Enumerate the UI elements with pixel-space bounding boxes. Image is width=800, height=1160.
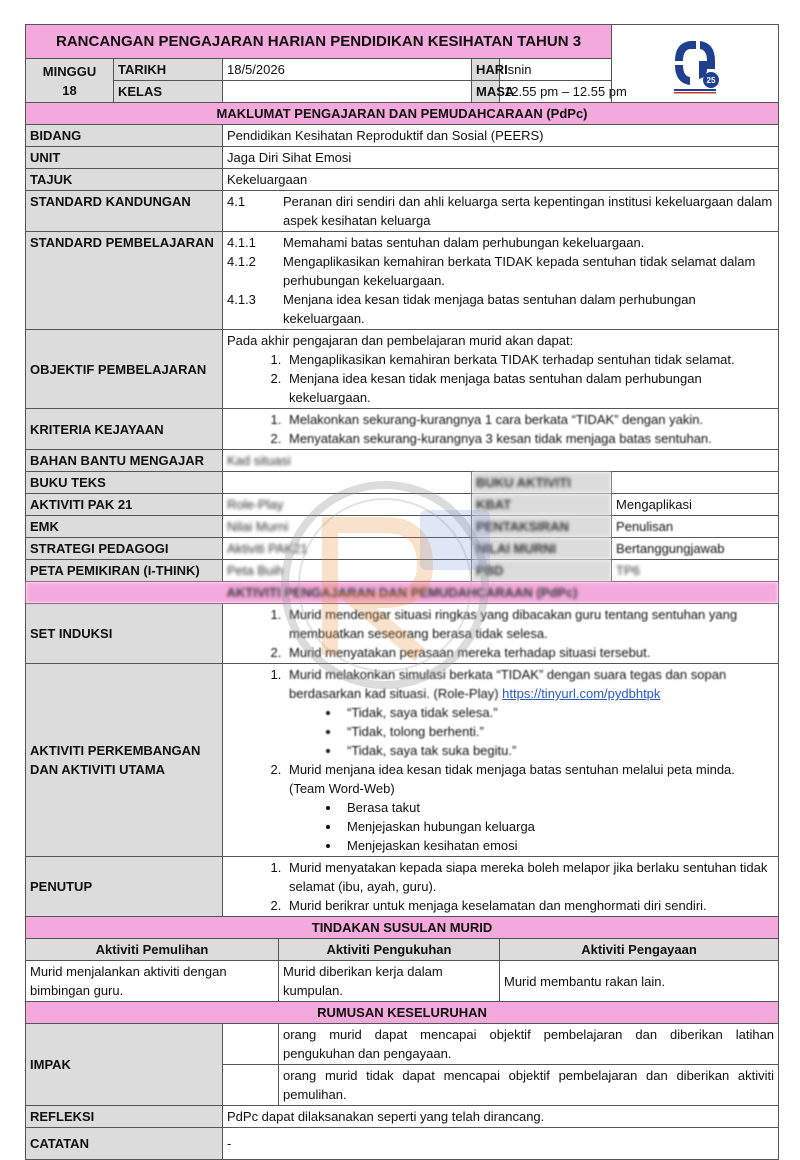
perkembangan-bullets-1 (227, 703, 774, 760)
pbd-label: PBD (472, 560, 612, 582)
emk-value: Nilai Murni (223, 516, 472, 538)
strategi-label: STRATEGI PEDAGOGI (26, 538, 223, 560)
catatan-label: CATATAN (26, 1128, 223, 1160)
bidang-value: Pendidikan Kesihatan Reproduktif dan Sosial (PEERS) (223, 125, 779, 147)
sp-item (227, 290, 774, 328)
bullet-item: • Berasa takut (341, 798, 774, 817)
penutup-label: PENUTUP (26, 857, 223, 917)
pemulihan-header: Aktiviti Pemulihan (26, 939, 279, 961)
perkembangan-bullets-2 (227, 798, 774, 855)
school-logo (612, 25, 779, 103)
rumusan-header: RUMUSAN KESELURUHAN (26, 1002, 779, 1024)
minggu-cell (26, 59, 114, 103)
logo-emblem-icon (666, 31, 724, 97)
aktiviti-header: AKTIVITI PENGAJARAN DAN PEMUDAHCARAAN (PdPc) (26, 582, 779, 604)
pbd-value: TP6 (612, 560, 779, 582)
buku-teks-label: BUKU TEKS (26, 472, 223, 494)
page-title: RANCANGAN PENGAJARAN HARIAN PENDIDIKAN KESIHATAN TAHUN 3 (26, 25, 612, 59)
role-play-link[interactable]: https://tinyurl.com/pydbhtpk (502, 686, 661, 701)
perkembangan-value (223, 664, 779, 857)
tarikh-label: TARIKH (114, 59, 223, 81)
nilai-murni-value: Bertanggungjawab (612, 538, 779, 560)
hari-value[interactable]: Isnin (500, 59, 612, 81)
impak2-text: orang murid tidak dapat mencapai objektif pembelajaran dan diberikan aktiviti pemulihan. (279, 1065, 779, 1106)
buku-aktiviti-label: BUKU AKTIVITI (472, 472, 612, 494)
sp-code: 4.1.1 (227, 235, 256, 250)
bullet-item: • Menjejaskan hubungan keluarga (341, 817, 774, 836)
sp-text: Mengaplikasikan kemahiran berkata TIDAK kepada sentuhan tidak selamat dalam perhubungan kekeluargaan. (283, 254, 756, 288)
objektif-item: 1. Mengaplikasikan kemahiran berkata TIDAK terhadap sentuhan tidak selamat. (285, 350, 774, 369)
set-induksi-item: 2. Murid menyatakan perasaan mereka terhadap situasi tersebut. (285, 643, 774, 662)
pengayaan-header: Aktiviti Pengayaan (500, 939, 779, 961)
sp-text: Menjana idea kesan tidak menjaga batas sentuhan dalam perhubungan kekeluargaan. (283, 292, 696, 326)
penutup-value (223, 857, 779, 917)
set-induksi-value (223, 604, 779, 664)
kriteria-item: 2. Menyatakan sekurang-kurangnya 3 kesan tidak menjaga batas sentuhan. (285, 429, 774, 448)
hari-label: HARI (472, 59, 500, 81)
logo-number: 25 (706, 75, 716, 85)
set-induksi-label: SET INDUKSI (26, 604, 223, 664)
unit-value: Jaga Diri Sihat Emosi (223, 147, 779, 169)
penutup-item: 2. Murid berikrar untuk menjaga keselamatan dan menghormati diri sendiri. (285, 896, 774, 915)
bullet-item: • “Tidak, saya tidak selesa.” (341, 703, 774, 722)
perkembangan-item1-text: Murid melakonkan simulasi berkata “TIDAK” dengan suara tegas dan sopan berdasarkan kad situasi. (Role-Play) (289, 667, 727, 701)
buku-teks-value (223, 472, 472, 494)
objektif-intro: Pada akhir pengajaran dan pembelajaran murid akan dapat: (227, 333, 574, 348)
perkembangan-label: AKTIVITI PERKEMBANGAN DAN AKTIVITI UTAMA (26, 664, 223, 857)
kbat-label: KBAT (472, 494, 612, 516)
perkembangan-item: 2. Murid menjana idea kesan tidak menjaga batas sentuhan melalui peta minda. (Team Word-Web) (285, 760, 774, 798)
bullet-item: • Menjejaskan kesihatan emosi (341, 836, 774, 855)
kriteria-item: 1. Melakonkan sekurang-kurangnya 1 cara berkata “TIDAK” dengan yakin. (285, 410, 774, 429)
sp-code: 4.1.3 (227, 292, 256, 307)
kriteria-list (227, 410, 774, 448)
minggu-label: MINGGU (42, 63, 97, 79)
pentaksiran-label: PENTAKSIRAN (472, 516, 612, 538)
pengukuhan-header: Aktiviti Pengukuhan (279, 939, 500, 961)
bahan-label: BAHAN BANTU MENGAJAR (26, 450, 223, 472)
bullet-item: • “Tidak, tolong berhenti.” (341, 722, 774, 741)
sp-item (227, 233, 774, 252)
perkembangan-item (285, 665, 774, 703)
set-induksi-item: 1. Murid mendengar situasi ringkas yang dibacakan guru tentang sentuhan yang membuatkan seseorang berasa tidak selesa. (285, 605, 774, 643)
pak21-label: AKTIVITI PAK 21 (26, 494, 223, 516)
pengayaan-value: Murid membantu rakan lain. (500, 961, 779, 1002)
kelas-label: KELAS (114, 81, 223, 103)
tajuk-value: Kekeluargaan (223, 169, 779, 191)
tindakan-header: TINDAKAN SUSULAN MURID (26, 917, 779, 939)
unit-label: UNIT (26, 147, 223, 169)
masa-label: MASA (472, 81, 500, 103)
impak1-count[interactable] (223, 1024, 279, 1065)
emk-label: EMK (26, 516, 223, 538)
set-induksi-list (227, 605, 774, 662)
pak21-value: Role-Play (223, 494, 472, 516)
sp-code: 4.1.2 (227, 254, 256, 269)
refleksi-label: REFLEKSI (26, 1106, 223, 1128)
objektif-list (227, 350, 774, 407)
nilai-murni-label: NILAI MURNI (472, 538, 612, 560)
objektif-label: OBJEKTIF PEMBELAJARAN (26, 330, 223, 409)
standard-pembelajaran-label: STANDARD PEMBELAJARAN (26, 232, 223, 330)
standard-kandungan-value (223, 191, 779, 232)
kriteria-label: KRITERIA KEJAYAAN (26, 409, 223, 450)
kbat-value: Mengaplikasi (612, 494, 779, 516)
sp-text: Memahami batas sentuhan dalam perhubungan kekeluargaan. (283, 235, 645, 250)
strategi-value: Aktiviti PAK21 (223, 538, 472, 560)
perkembangan-list-2 (227, 760, 774, 798)
bidang-label: BIDANG (26, 125, 223, 147)
refleksi-value: PdPc dapat dilaksanakan seperti yang telah dirancang. (223, 1106, 779, 1128)
impak-label: IMPAK (26, 1024, 223, 1106)
maklumat-header: MAKLUMAT PENGAJARAN DAN PEMUDAHCARAAN (PdPc) (26, 103, 779, 125)
kelas-value[interactable] (223, 81, 472, 103)
standard-kandungan-label: STANDARD KANDUNGAN (26, 191, 223, 232)
peta-value: Peta Buih (223, 560, 472, 582)
buku-aktiviti-value (612, 472, 779, 494)
sk-code: 4.1 (227, 194, 246, 209)
penutup-list (227, 858, 774, 915)
pentaksiran-value: Penulisan (612, 516, 779, 538)
tarikh-value[interactable]: 18/5/2026 (223, 59, 472, 81)
standard-kandungan-item (227, 192, 774, 230)
bullet-item: • “Tidak, saya tak suka begitu.” (341, 741, 774, 760)
catatan-value: - (223, 1128, 779, 1160)
impak2-count[interactable] (223, 1065, 279, 1106)
kriteria-value (223, 409, 779, 450)
peta-label: PETA PEMIKIRAN (I-THINK) (26, 560, 223, 582)
sp-item (227, 252, 774, 290)
impak1-text: orang murid dapat mencapai objektif pembelajaran dan diberikan latihan pengukuhan dan pengayaan. (279, 1024, 779, 1065)
standard-pembelajaran-value (223, 232, 779, 330)
penutup-item: 1. Murid menyatakan kepada siapa mereka boleh melapor jika berlaku sentuhan tidak selamat (ibu, ayah, guru). (285, 858, 774, 896)
sk-text: Peranan diri sendiri dan ahli keluarga serta kepentingan institusi kekeluargaan dalam aspek kesihatan keluarga (283, 194, 773, 228)
masa-value[interactable]: 12.55 pm – 12.55 pm (500, 81, 612, 103)
objektif-item: 2. Menjana idea kesan tidak menjaga batas sentuhan dalam perhubungan kekeluargaan. (285, 369, 774, 407)
tajuk-label: TAJUK (26, 169, 223, 191)
perkembangan-list (227, 665, 774, 703)
minggu-value: 18 (62, 82, 77, 98)
pemulihan-value: Murid menjalankan aktiviti dengan bimbingan guru. (26, 961, 279, 1002)
objektif-value (223, 330, 779, 409)
bahan-value: Kad situasi (223, 450, 779, 472)
pengukuhan-value: Murid diberikan kerja dalam kumpulan. (279, 961, 500, 1002)
rph-table (25, 24, 779, 1160)
